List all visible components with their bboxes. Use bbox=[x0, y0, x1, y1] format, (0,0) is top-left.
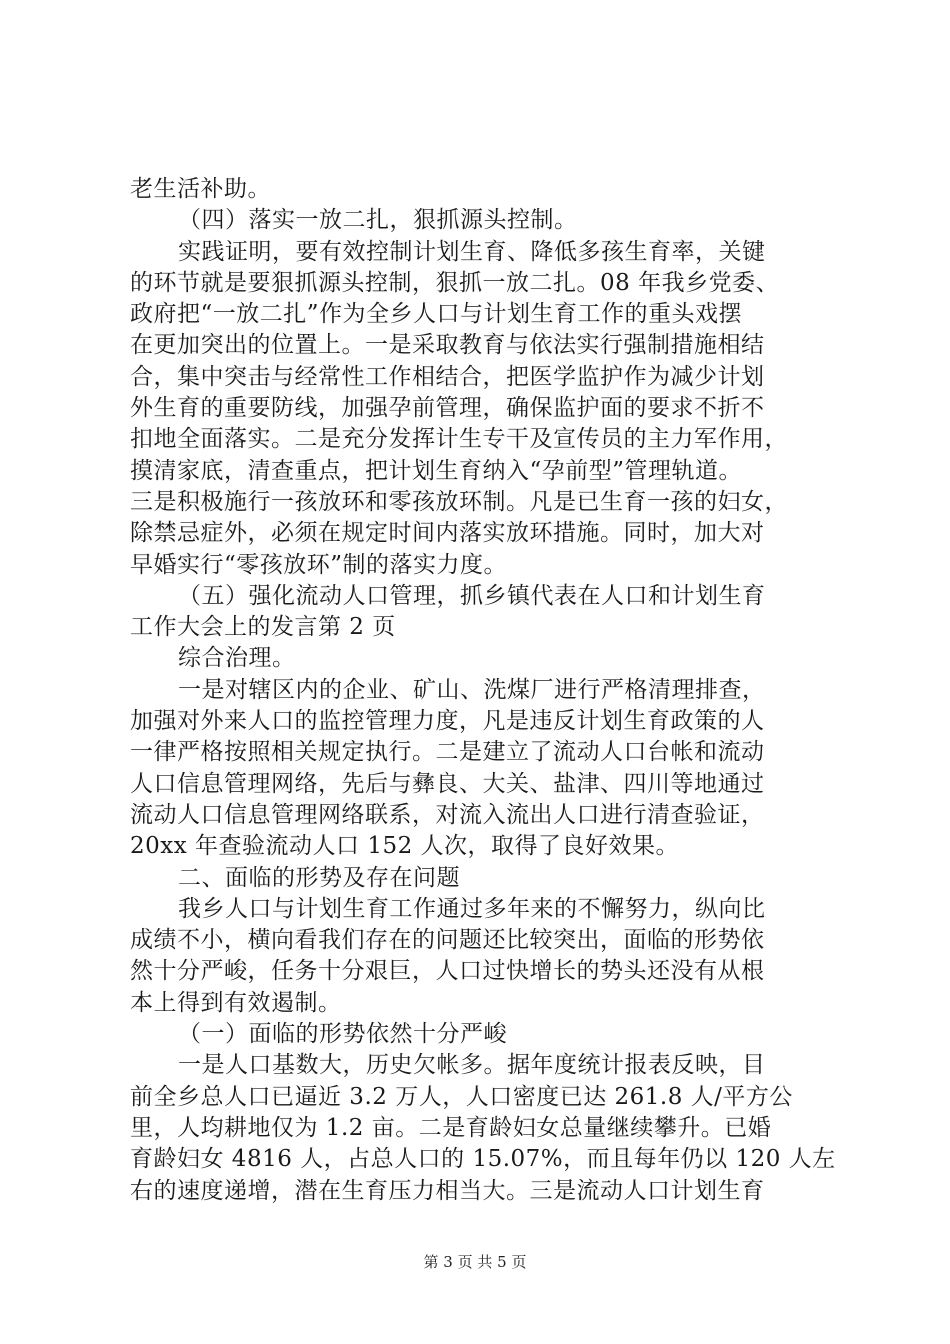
text-line: 人口信息管理网络，先后与彝良、大关、盐津、四川等地通过 bbox=[130, 770, 765, 797]
text-line: 加强对外来人口的监控管理力度，凡是违反计划生育政策的人 bbox=[130, 708, 765, 735]
text-line: 外生育的重要防线，加强孕前管理，确保监护面的要求不折不 bbox=[130, 395, 765, 422]
text-line: 然十分严峻，任务十分艰巨，人口过快增长的势头还没有从根 bbox=[130, 958, 765, 985]
text-line: 20xx 年查验流动人口 152 人次，取得了良好效果。 bbox=[130, 833, 680, 860]
page-footer: 第 3 页 共 5 页 bbox=[423, 1253, 527, 1271]
text-line: 育龄妇女 4816 人，占总人口的 15.07%，而且每年仍以 120 人左 bbox=[130, 1146, 836, 1173]
text-line: 扣地全面落实。二是充分发挥计生专干及宣传员的主力军作用， bbox=[130, 426, 788, 453]
text-line: 政府把“一放二扎”作为全乡人口与计划生育工作的重头戏摆 bbox=[130, 301, 743, 328]
text-line: 前全乡总人口已逼近 3.2 万人，人口密度已达 261.8 人/平方公 bbox=[130, 1083, 793, 1110]
text-line: 里，人均耕地仅为 1.2 亩。二是育龄妇女总量继续攀升。已婚 bbox=[130, 1114, 772, 1141]
text-line: 一是对辖区内的企业、矿山、洗煤厂进行严格清理排查， bbox=[178, 676, 766, 703]
text-line: （四）落实一放二扎，狠抓源头控制。 bbox=[178, 207, 578, 234]
text-line: 摸清家底，清查重点，把计划生育纳入“孕前型”管理轨道。 bbox=[130, 457, 743, 484]
text-line: 一律严格按照相关规定执行。二是建立了流动人口台帐和流动 bbox=[130, 739, 765, 766]
text-line: 本上得到有效遏制。 bbox=[130, 989, 342, 1016]
text-line: 二、面临的形势及存在问题 bbox=[178, 864, 460, 891]
text-line: 在更加突出的位置上。一是采取教育与依法实行强制措施相结 bbox=[130, 332, 765, 359]
text-line: 成绩不小，横向看我们存在的问题还比较突出，面临的形势依 bbox=[130, 927, 765, 954]
document-body bbox=[130, 174, 836, 1207]
text-line: 流动人口信息管理网络联系，对流入流出人口进行清查验证， bbox=[130, 801, 765, 828]
text-line: 除禁忌症外，必须在规定时间内落实放环措施。同时，加大对 bbox=[130, 520, 765, 547]
text-line: 一是人口基数大，历史欠帐多。据年度统计报表反映，目 bbox=[178, 1052, 766, 1079]
text-line: 我乡人口与计划生育工作通过多年来的不懈努力，纵向比 bbox=[178, 895, 766, 922]
text-line: （一）面临的形势依然十分严峻 bbox=[178, 1021, 507, 1048]
text-line: 右的速度递增，潜在生育压力相当大。三是流动人口计划生育 bbox=[130, 1177, 765, 1204]
text-line: 三是积极施行一孩放环和零孩放环制。凡是已生育一孩的妇女， bbox=[130, 488, 788, 515]
text-line: 早婚实行“零孩放环”制的落实力度。 bbox=[130, 551, 508, 578]
text-line: 综合治理。 bbox=[178, 645, 296, 672]
text-line: 的环节就是要狠抓源头控制，狠抓一放二扎。08 年我乡党委、 bbox=[130, 269, 780, 296]
text-line: （五）强化流动人口管理，抓乡镇代表在人口和计划生育 bbox=[178, 582, 766, 609]
text-line: 实践证明，要有效控制计划生育、降低多孩生育率，关键 bbox=[178, 238, 766, 265]
text-line: 工作大会上的发言第 2 页 bbox=[130, 614, 396, 641]
text-line: 合，集中突击与经常性工作相结合，把医学监护作为减少计划 bbox=[130, 363, 765, 390]
text-line: 老生活补助。 bbox=[130, 176, 271, 202]
